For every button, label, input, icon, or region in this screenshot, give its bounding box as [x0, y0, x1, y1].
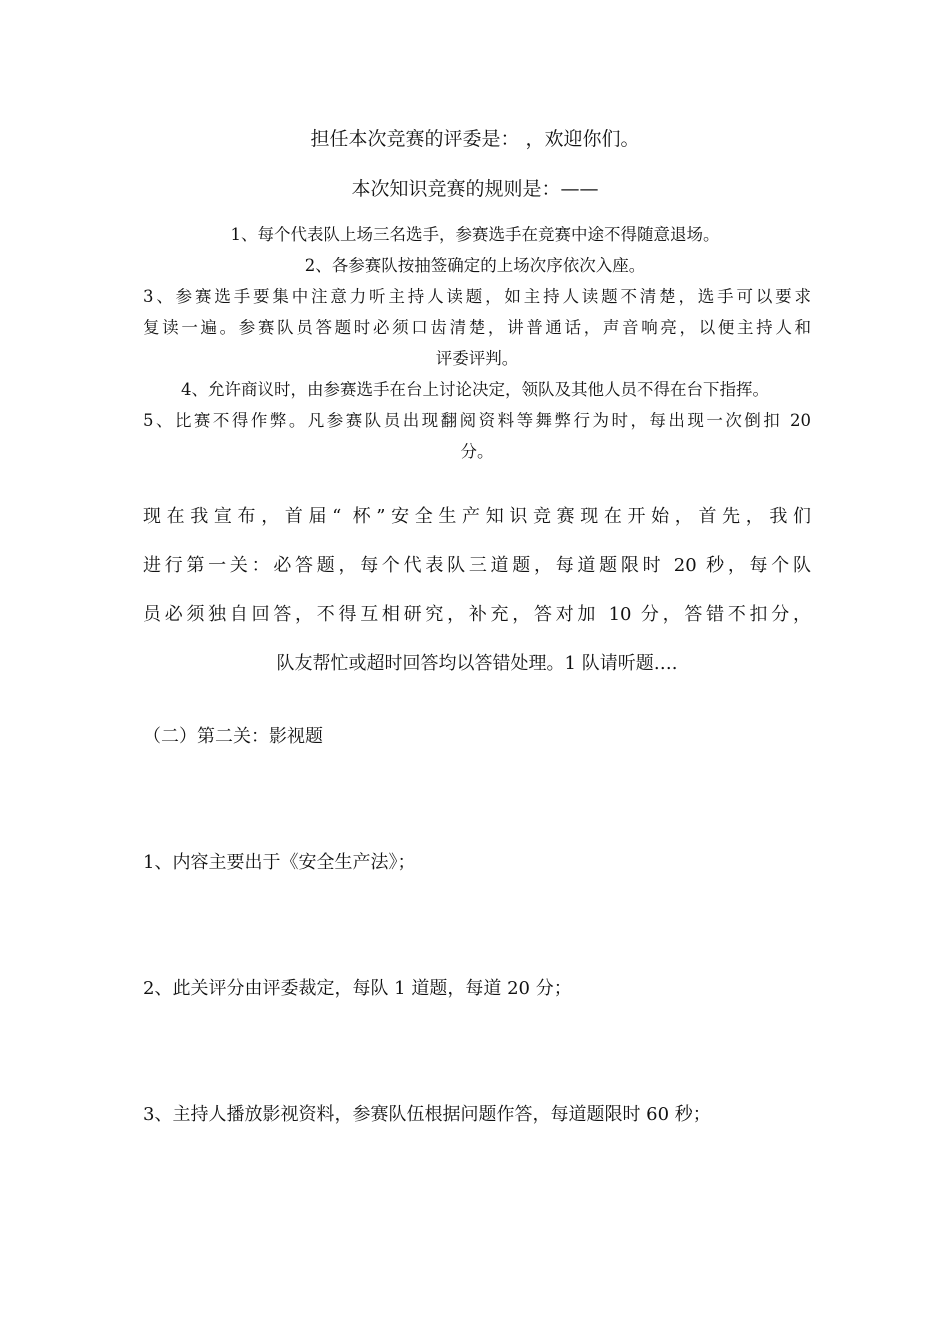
announcement-line-1: 现在我宣布，首届“ 杯”安全生产知识竞赛现在开始，首先，我们	[143, 506, 811, 527]
announcement-line-4: 队友帮忙或超时回答均以答错处理。1 队请听题….	[276, 653, 678, 674]
rule-5-line-2: 分。	[460, 442, 494, 461]
section-2-item-3: 3、主持人播放影视资料，参赛队伍根据问题作答，每道题限时 60 秒；	[143, 1104, 711, 1125]
section-2-item-1: 1、内容主要出于《安全生产法》；	[143, 852, 416, 873]
rule-5-line-1: 5、比赛不得作弊。凡参赛队员出现翻阅资料等舞弊行为时，每出现一次倒扣 20	[143, 411, 811, 430]
rule-3	[143, 283, 811, 376]
section-2-title: （二）第二关：影视题	[143, 726, 323, 747]
section-2-item-2: 2、此关评分由评委裁定，每队 1 道题，每道 20 分；	[143, 978, 572, 999]
rule-3-line-2: 复读一遍。参赛队员答题时必须口齿清楚，讲普通话，声音响亮，以便主持人和	[143, 318, 811, 337]
rule-3-line-3: 评委评判。	[435, 349, 519, 368]
rule-2: 2、各参赛队按抽签确定的上场次序依次入座。	[304, 256, 646, 275]
announcement-paragraph	[143, 502, 811, 698]
announcement-line-3: 员必须独自回答，不得互相研究，补充，答对加 10 分，答错不扣分，	[143, 604, 811, 625]
rule-3-line-1: 3、参赛选手要集中注意力听主持人读题，如主持人读题不清楚，选手可以要求	[143, 287, 811, 306]
announcement-line-2: 进行第一关：必答题，每个代表队三道题，每道题限时 20 秒，每个队	[143, 555, 811, 576]
judges-line: 担任本次竞赛的评委是： ，欢迎你们。	[310, 128, 640, 150]
rule-1: 1、每个代表队上场三名选手，参赛选手在竞赛中途不得随意退场。	[230, 225, 720, 244]
rule-5	[143, 407, 811, 469]
rules-heading: 本次知识竞赛的规则是：——	[351, 178, 599, 200]
rule-4: 4、允许商议时，由参赛选手在台上讨论决定，领队及其他人员不得在台下指挥。	[181, 380, 769, 399]
